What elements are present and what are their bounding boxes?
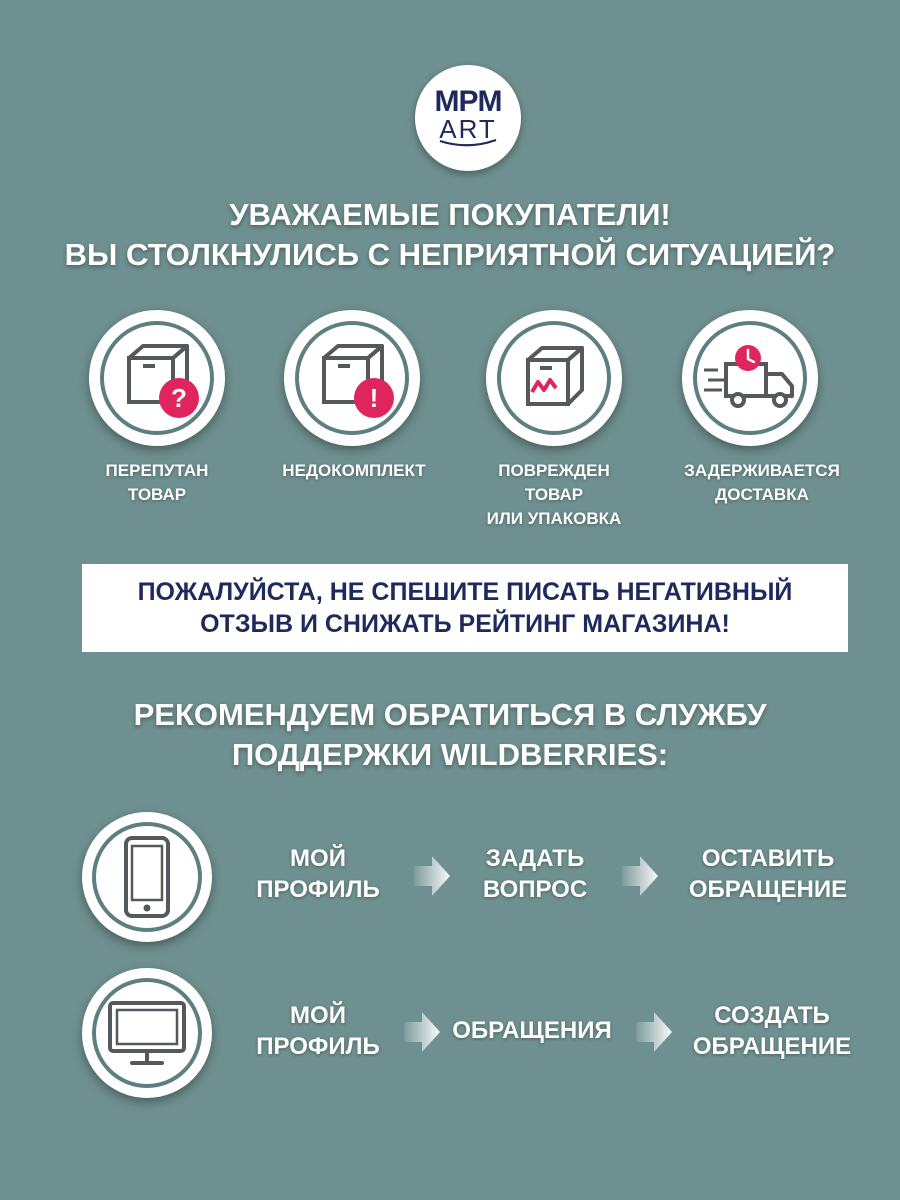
desktop-step-requests: ОБРАЩЕНИЯ xyxy=(452,1017,612,1044)
svg-text:!: ! xyxy=(369,383,379,413)
arrow-right-icon xyxy=(404,1010,440,1054)
issue-delivery-delay xyxy=(682,310,818,446)
issue-incomplete xyxy=(284,310,420,446)
damaged-box-icon xyxy=(506,330,602,426)
warning-banner xyxy=(82,564,848,652)
recommend-line-2: ПОДДЕРЖКИ WILDBERRIES: xyxy=(231,737,669,772)
banner-line-2: ОТЗЫВ И СНИЖАТЬ РЕЙТИНГ МАГАЗИНА! xyxy=(200,610,730,638)
box-exclamation-icon xyxy=(304,330,400,426)
page-heading xyxy=(0,195,900,275)
mobile-step-leave-request: ОСТАВИТЬ ОБРАЩЕНИЕ xyxy=(688,845,848,903)
brand-logo xyxy=(415,65,521,171)
heading-line-1: УВАЖАЕМЫЕ ПОКУПАТЕЛИ! xyxy=(229,197,671,232)
smartphone-icon xyxy=(112,832,182,922)
arrow-right-icon xyxy=(622,854,658,898)
issue-label-wrong-item: ПЕРЕПУТАН ТОВАР xyxy=(105,461,209,504)
arrow-right-icon xyxy=(414,854,450,898)
issue-label-delivery-delay: ЗАДЕРЖИВАЕТСЯ ДОСТАВКА xyxy=(684,461,840,504)
mobile-step-profile: МОЙ ПРОФИЛЬ xyxy=(256,845,380,903)
issue-label-damaged: ПОВРЕЖДЕН ТОВАР ИЛИ УПАКОВКА xyxy=(486,461,622,528)
issue-wrong-item xyxy=(89,310,225,446)
delivery-truck-clock-icon xyxy=(700,330,800,426)
logo-swoosh-icon xyxy=(438,138,498,148)
mobile-device-badge xyxy=(82,812,212,942)
box-question-icon xyxy=(109,330,205,426)
desktop-step-profile: МОЙ ПРОФИЛЬ xyxy=(256,1002,380,1060)
issue-damaged xyxy=(486,310,622,446)
desktop-device-badge xyxy=(82,968,212,1098)
banner-line-1: ПОЖАЛУЙСТА, НЕ СПЕШИТЕ ПИСАТЬ НЕГАТИВНЫЙ xyxy=(137,578,793,606)
desktop-monitor-icon xyxy=(102,993,192,1073)
mobile-step-ask-question: ЗАДАТЬ ВОПРОС xyxy=(482,845,588,903)
arrow-right-icon xyxy=(636,1010,672,1054)
issue-label-incomplete: НЕДОКОМПЛЕКТ xyxy=(282,461,426,480)
svg-text:?: ? xyxy=(171,383,187,413)
logo-text-bottom: ART xyxy=(439,114,497,144)
recommend-line-1: РЕКОМЕНДУЕМ ОБРАТИТЬСЯ В СЛУЖБУ xyxy=(133,697,767,732)
desktop-step-create-request: СОЗДАТЬ ОБРАЩЕНИЕ xyxy=(692,1002,852,1060)
heading-line-2: ВЫ СТОЛКНУЛИСЬ С НЕПРИЯТНОЙ СИТУАЦИЕЙ? xyxy=(64,237,836,272)
logo-text-top: MPM xyxy=(434,85,502,118)
recommend-heading xyxy=(0,695,900,775)
